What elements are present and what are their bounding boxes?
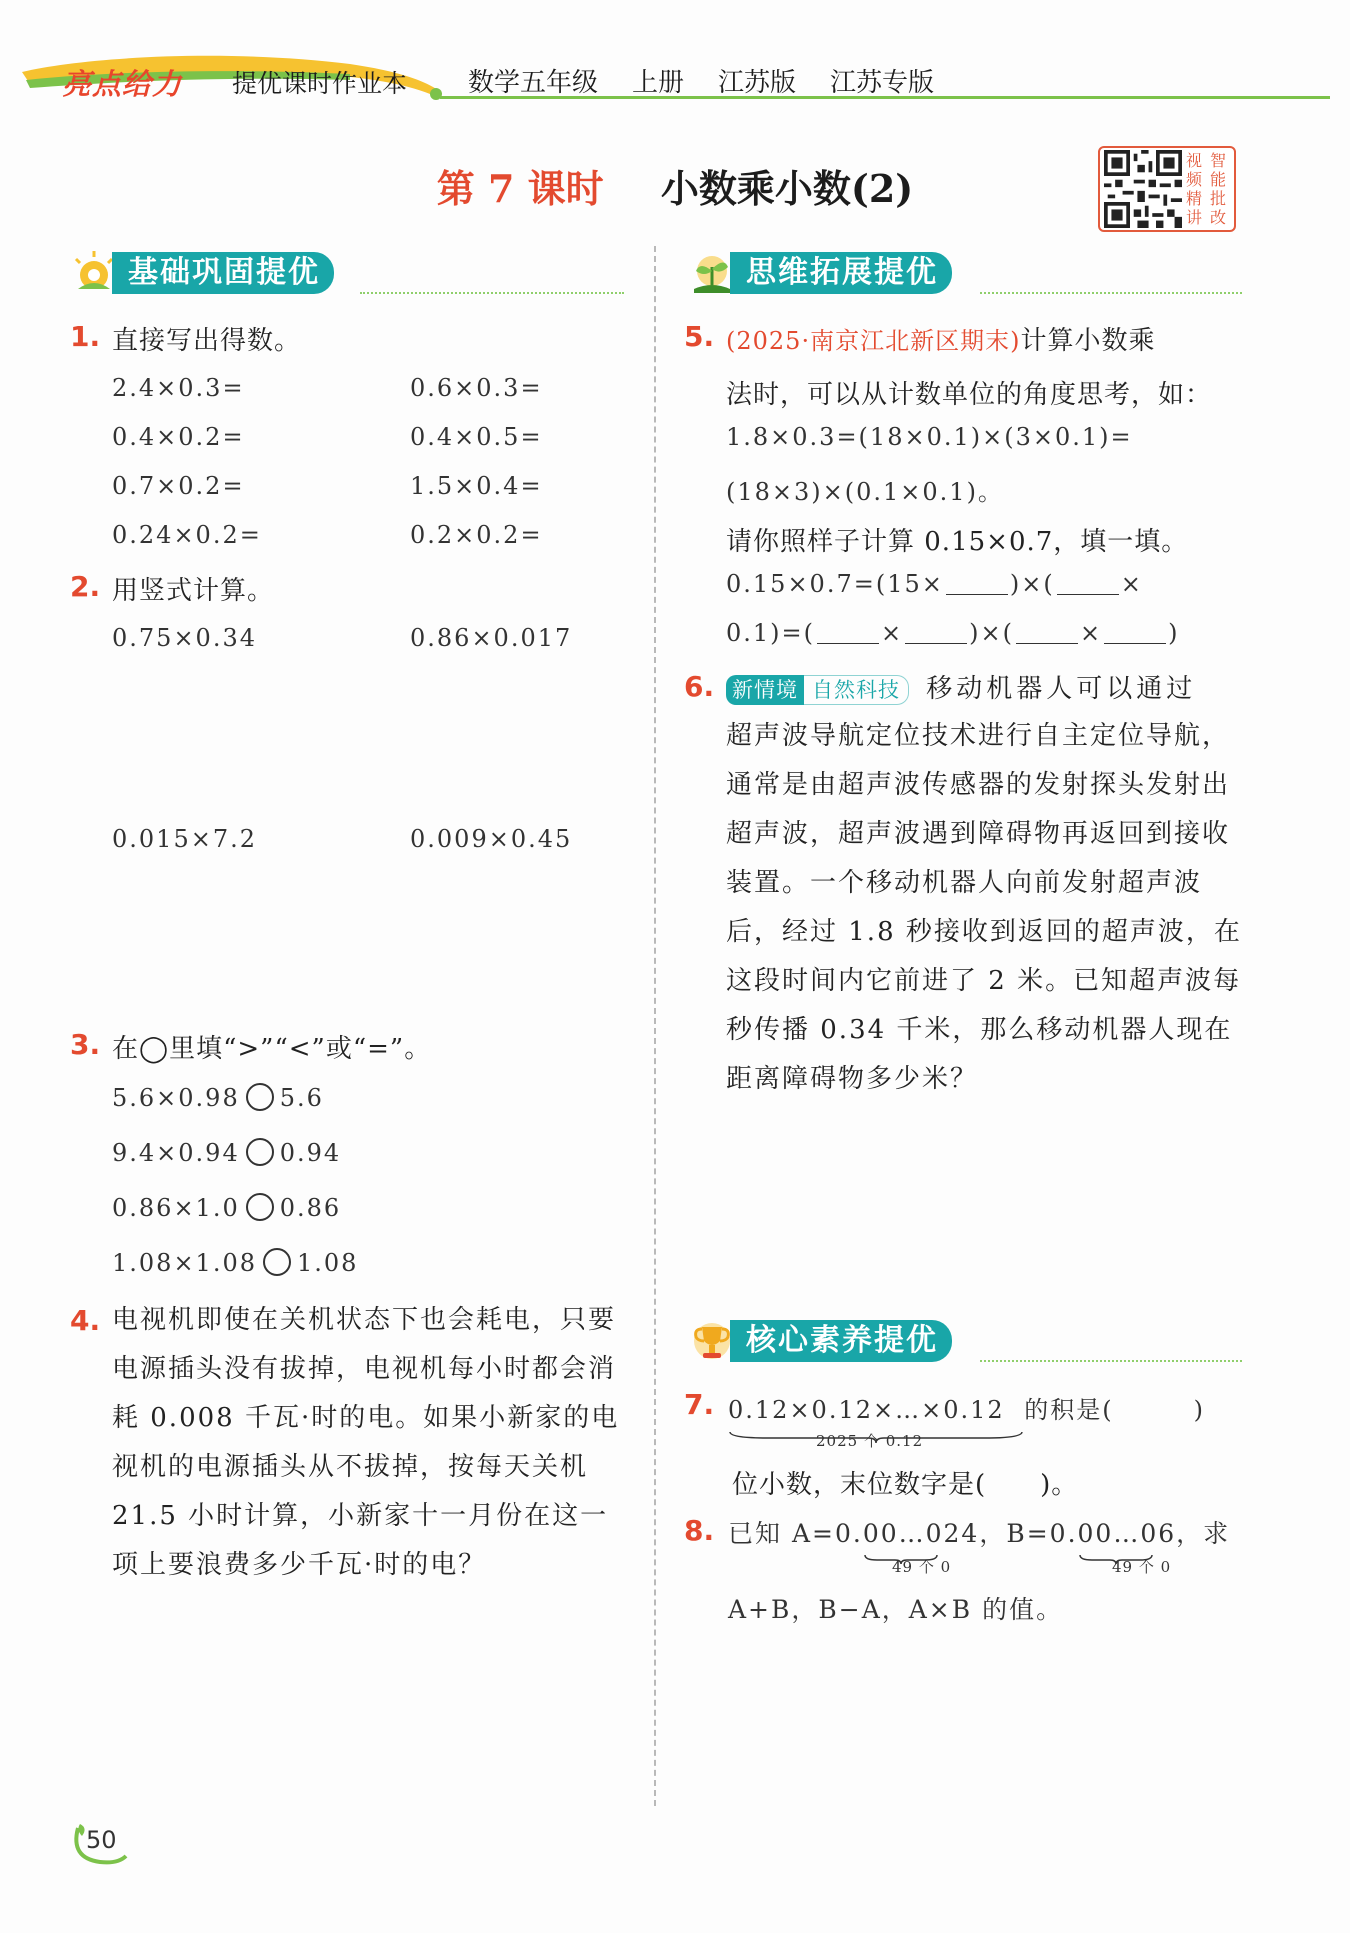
q1-item: 0.24×0.2=	[112, 521, 262, 549]
q7-line2: 位小数，末位数字是( )。	[732, 1470, 1079, 1500]
q6-number: 6.	[684, 670, 715, 703]
volume-label: 上册	[632, 68, 685, 98]
compare-circle[interactable]	[246, 1138, 274, 1166]
sprout-hand-icon	[688, 249, 736, 297]
q5-line5: 请你照样子计算 0.15×0.7，填一填。	[726, 527, 1189, 557]
q1-prompt: 直接写出得数。	[112, 326, 302, 356]
q3-prompt: 在◯里填“>”“<”或“=”。	[112, 1034, 432, 1064]
lesson-number: 第 7 课时	[436, 166, 604, 211]
q3-item: 9.4×0.94 0.94	[112, 1139, 342, 1167]
q5-line4: (18×3)×(0.1×0.1)。	[726, 478, 1004, 506]
q2-item: 0.009×0.45	[410, 825, 573, 853]
q4-text: 电视机即使在关机状态下也会耗电，只要电源插头没有拔掉，电视机每小时都会消耗 0.008 千瓦·时的电。如果小新家的电视机的电源插头从不拔掉，按每天关机 21.5 小时计算，小新家十一月份在这一项上要浪费多少千瓦·时的电？	[112, 1305, 620, 1580]
answer-blank[interactable]	[817, 622, 879, 644]
qr-code-icon	[1104, 150, 1182, 228]
q1-item: 0.6×0.3=	[410, 374, 543, 402]
q2-item: 0.86×0.017	[410, 624, 573, 652]
q5-fill-line2: 0.1)=( × )×( × )	[726, 619, 1180, 647]
q5-source: (2025·南京江北新区期末)	[726, 327, 1021, 355]
section-core-heading	[688, 1316, 952, 1366]
qr-badge[interactable]	[1098, 146, 1236, 232]
answer-blank[interactable]	[1016, 622, 1078, 644]
q8-brace-label-b: 49 个 0	[1112, 1558, 1172, 1576]
q5-line2: 法时，可以从计数单位的角度思考，如：	[726, 380, 1213, 410]
answer-blank[interactable]	[1057, 573, 1119, 595]
section-thinking-label: 思维拓展提优	[730, 252, 952, 294]
page-number: 50	[86, 1826, 117, 1854]
region-label: 江苏专版	[830, 68, 935, 98]
q1-item: 1.5×0.4=	[410, 472, 543, 500]
q1-number: 1.	[70, 320, 101, 353]
q4-number: 4.	[70, 1304, 101, 1337]
q3-item: 0.86×1.0 0.86	[112, 1194, 342, 1222]
q6-tag-topic: 自然科技	[804, 675, 909, 705]
column-divider	[654, 246, 656, 1806]
grade-label: 数学五年级	[468, 68, 599, 98]
q6-text: 超声波导航定位技术进行自主定位导航，通常是由超声波传感器的发射探头发射出超声波，超声波遇到障碍物再返回到接收装置。一个移动机器人向前发射超声波后，经过 1.8 秒接收到返回的超声波，在这段时间内它前进了 2 米。已知超声波每秒传播 0.34 千米，那么移动机器人现在距离障碍物多少米？	[726, 721, 1242, 1094]
q1-item: 0.7×0.2=	[112, 472, 245, 500]
q2-item: 0.75×0.34	[112, 624, 257, 652]
q5-fill-line1: 0.15×0.7=(15× )×( ×	[726, 570, 1143, 598]
q6-lead-line: 新情境 自然科技 移动机器人可以通过	[726, 668, 1196, 705]
section-thinking-heading	[688, 248, 952, 298]
q1-item: 0.4×0.2=	[112, 423, 245, 451]
q2-item: 0.015×7.2	[112, 825, 257, 853]
compare-circle[interactable]	[246, 1193, 274, 1221]
q5-line1: (2025·南京江北新区期末)计算小数乘	[726, 326, 1156, 356]
section-basic-heading	[70, 248, 334, 298]
lesson-topic: 小数乘小数(2)	[660, 166, 914, 211]
q7-number: 7.	[684, 1388, 715, 1421]
compare-circle[interactable]	[263, 1248, 291, 1276]
q3-item: 1.08×1.08 1.08	[112, 1249, 359, 1277]
trophy-icon	[688, 1317, 736, 1365]
section-thinking-rule	[980, 292, 1242, 294]
q8-brace-label-a: 49 个 0	[892, 1558, 952, 1576]
q7-expression: 0.12×0.12×…×0.12 的积是( )	[728, 1390, 1205, 1425]
q2-prompt: 用竖式计算。	[112, 576, 275, 606]
section-core-rule	[980, 1360, 1242, 1362]
q5-line3: 1.8×0.3=(18×0.1)×(3×0.1)=	[726, 423, 1133, 451]
book-meta	[468, 62, 934, 99]
q2-number: 2.	[70, 570, 101, 603]
qr-caption: 视 智 频 能 精 批 讲 改	[1186, 151, 1227, 227]
q5-number: 5.	[684, 320, 715, 353]
section-core-label: 核心素养提优	[730, 1320, 952, 1362]
section-basic-label: 基础巩固提优	[112, 252, 334, 294]
edition-label: 江苏版	[718, 68, 797, 98]
q1-item: 2.4×0.3=	[112, 374, 245, 402]
q6-tag-scenario: 新情境	[726, 675, 804, 705]
answer-blank[interactable]	[1104, 622, 1166, 644]
q8-statement: 已知 A=0.00…0 24，B=0.00…0 6，求	[728, 1514, 1230, 1550]
section-basic-rule	[360, 292, 624, 294]
q8-line2: A+B，B−A，A×B 的值。	[728, 1595, 1064, 1624]
q3-number: 3.	[70, 1028, 101, 1061]
q3-item: 5.6×0.98 5.6	[112, 1084, 324, 1112]
answer-blank[interactable]	[946, 573, 1008, 595]
sun-sprout-icon	[70, 249, 118, 297]
answer-blank[interactable]	[905, 622, 967, 644]
q8-number: 8.	[684, 1514, 715, 1547]
q1-item: 0.2×0.2=	[410, 521, 543, 549]
series-name: 提优课时作业本	[232, 69, 408, 98]
brand-logo: 亮点给力	[62, 67, 183, 101]
q1-item: 0.4×0.5=	[410, 423, 543, 451]
compare-circle[interactable]	[246, 1083, 274, 1111]
q7-brace-label: 2025 个 0.12	[816, 1432, 924, 1450]
